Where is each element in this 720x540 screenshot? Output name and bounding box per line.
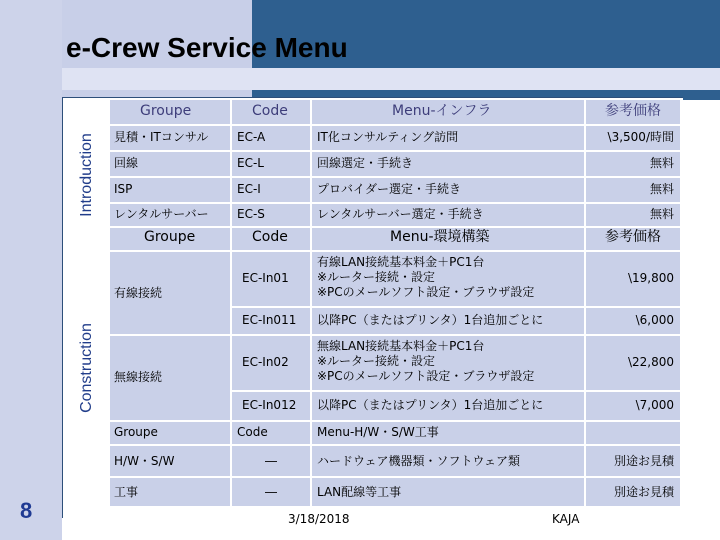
intro-header-group: Groupe: [110, 100, 230, 124]
cons-row-price: \6,000: [586, 308, 680, 334]
intro-row-menu: IT化コンサルティング訪問: [312, 126, 584, 150]
cons-row-menu-line: 無線LAN接続基本料金＋PC1台: [317, 339, 485, 353]
intro-row-code: EC-I: [232, 178, 310, 202]
cons-row-menu: 以降PC（またはプリンタ）1台追加ごとに: [312, 392, 584, 420]
cons-row-menu-line: ※ルーター接続・設定: [317, 354, 436, 368]
hw-header-code: Code: [232, 422, 310, 444]
hw-row-group: H/W・S/W: [110, 446, 230, 476]
intro-row-menu: レンタルサーバー選定・手続き: [312, 204, 584, 226]
intro-row-code: EC-A: [232, 126, 310, 150]
intro-row-code: EC-L: [232, 152, 310, 176]
cons-row-menu: [312, 252, 584, 306]
cons-header-group: Groupe: [110, 228, 230, 250]
intro-header-code: Code: [232, 100, 310, 124]
hw-row-code: ―: [232, 446, 310, 476]
hw-header-price-empty: [586, 422, 680, 444]
cons-row-price: \22,800: [586, 336, 680, 390]
title-band: [62, 68, 720, 90]
intro-row-menu: プロバイダー選定・手続き: [312, 178, 584, 202]
hw-row-menu: ハードウェア機器類・ソフトウェア類: [312, 446, 584, 476]
cons-row-price: \7,000: [586, 392, 680, 420]
intro-row-price: 無料: [586, 204, 680, 226]
slide-number: 8: [20, 498, 33, 523]
cons-row-code: EC-In011: [232, 308, 310, 334]
intro-row-group: レンタルサーバー: [110, 204, 230, 226]
cons-row-code: EC-In012: [232, 392, 310, 420]
hw-header-group: Groupe: [110, 422, 230, 444]
cons-header-menu: Menu-環境構築: [312, 228, 584, 250]
intro-row-menu: 回線選定・手続き: [312, 152, 584, 176]
cons-row-menu-line: 有線LAN接続基本料金＋PC1台: [317, 255, 485, 269]
cons-row-menu-line: ※PCのメールソフト設定・ブラウザ設定: [317, 285, 535, 299]
cons-group-wireless: 無線接続: [110, 336, 230, 420]
cons-group-wired: 有線接続: [110, 252, 230, 334]
cons-header-price: 参考価格: [586, 228, 680, 250]
hw-row-menu: LAN配線等工事: [312, 478, 584, 506]
page-title: e-Crew Service Menu: [66, 32, 348, 63]
intro-row-code: EC-S: [232, 204, 310, 226]
intro-row-price: 無料: [586, 178, 680, 202]
intro-row-group: 回線: [110, 152, 230, 176]
left-sidebar-band: [0, 0, 62, 540]
cons-row-code: EC-In02: [232, 336, 310, 390]
cons-row-price: \19,800: [586, 252, 680, 306]
intro-row-price: 無料: [586, 152, 680, 176]
cons-header-code: Code: [232, 228, 310, 250]
hw-row-price: 別途お見積: [586, 478, 680, 506]
hw-row-code: ―: [232, 478, 310, 506]
footer-date: 3/18/2018: [288, 512, 350, 526]
intro-row-group: ISP: [110, 178, 230, 202]
intro-header-price: 参考価格: [586, 100, 680, 124]
construction-label: Construction: [78, 323, 95, 413]
hw-header-menu: Menu-H/W・S/W工事: [312, 422, 584, 444]
introduction-label: Introduction: [78, 133, 95, 217]
hw-row-price: 別途お見積: [586, 446, 680, 476]
footer-author: KAJA: [552, 512, 580, 526]
intro-row-price: \3,500/時間: [586, 126, 680, 150]
intro-row-group: 見積・ITコンサル: [110, 126, 230, 150]
cons-row-menu: 以降PC（またはプリンタ）1台追加ごとに: [312, 308, 584, 334]
cons-row-code: EC-In01: [232, 252, 310, 306]
cons-row-menu: [312, 336, 584, 390]
hw-row-group: 工事: [110, 478, 230, 506]
cons-row-menu-line: ※ルーター接続・設定: [317, 270, 436, 284]
intro-header-menu: Menu-インフラ: [312, 100, 584, 124]
cons-row-menu-line: ※PCのメールソフト設定・ブラウザ設定: [317, 369, 535, 383]
